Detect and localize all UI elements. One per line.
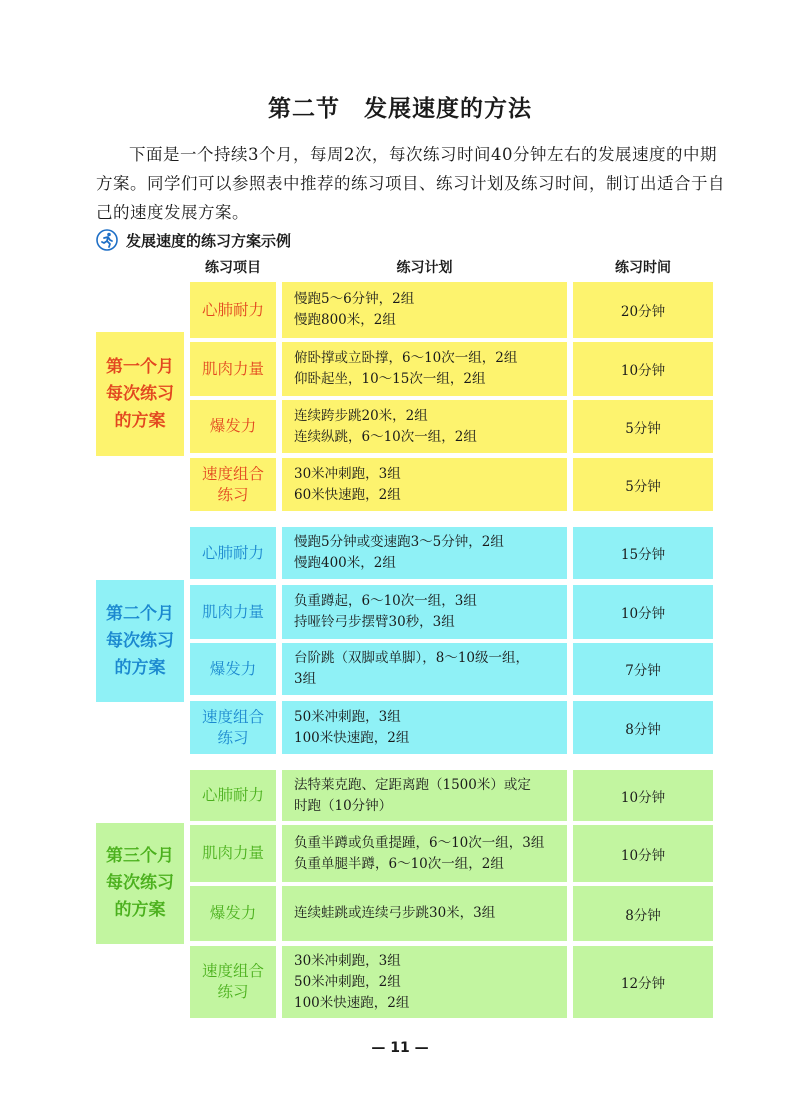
column-header-item: 练习项目 [205,260,261,276]
column-header-time: 练习时间 [615,260,671,276]
month-2-row-1-plan [282,527,567,579]
runner-icon [96,229,118,251]
month-2-row-3-plan [282,643,567,695]
item-text: 速度组合 练习 [201,464,264,504]
item-text: 速度组合 练习 [201,707,264,747]
plan-text: 连续蛙跳或连续弓步跳30米，3组 [294,905,496,921]
month-3-row-4-item [190,946,276,1018]
time-text: 5分钟 [625,420,661,437]
item-text: 爆发力 [209,904,257,922]
month-2-row-3-time [573,643,713,695]
month-3-row-1-time [573,770,713,821]
month-1-row-1-item [190,282,276,338]
month-label-text: 第三个月 每次练习 的方案 [106,846,174,920]
month-2-row-4-item [190,701,276,754]
month-1-row-3-time [573,400,713,453]
month-1-row-1-plan [282,282,567,338]
time-text: 15分钟 [620,547,666,563]
month-3-label [96,823,184,944]
month-1-label [96,332,184,456]
month-2-row-2-plan [282,585,567,639]
month-2-row-4-time [573,701,713,754]
time-text: 8分钟 [625,907,661,924]
month-2-row-4-plan [282,701,567,754]
plan-text: 连续跨步跳20米，2组 连续纵跳，6～10次一组，2组 [294,407,477,445]
plan-text: 俯卧撑或立卧撑，6～10次一组，2组 仰卧起坐，10～15次一组，2组 [294,350,518,387]
item-text: 心肺耐力 [201,543,264,562]
month-1-row-2-time [573,342,713,396]
plan-text: 30米冲刺跑，3组 60米快速跑，2组 [294,465,401,503]
month-2-label [96,580,184,702]
plan-text: 50米冲刺跑，3组 100米快速跑，2组 [294,708,410,746]
month-1-row-3-plan [282,400,567,453]
item-text: 肌肉力量 [201,844,264,862]
month-3-row-3-plan [282,886,567,941]
month-3-row-3-time [573,886,713,941]
month-1-row-1-time [573,282,713,338]
item-text: 心肺耐力 [201,300,264,319]
month-label-text: 第二个月 每次练习 的方案 [106,603,174,678]
time-text: 7分钟 [625,663,661,679]
month-2-row-1-time [573,527,713,579]
page-number: — 11 — [371,1040,429,1056]
month-1-row-3-item [190,400,276,453]
month-3-row-4-plan [282,946,567,1018]
month-3-row-1-plan [282,770,567,821]
plan-text: 30米冲刺跑，3组 50米冲刺跑，2组 100米快速跑，2组 [294,952,410,1011]
month-3-row-2-plan [282,825,567,882]
column-header-plan: 练习计划 [396,260,453,276]
item-text: 速度组合 练习 [201,962,264,1001]
plan-text: 慢跑5～6分钟，2组 慢跑800米，2组 [294,291,415,328]
time-text: 12分钟 [620,976,666,992]
time-text: 10分钟 [620,363,666,379]
month-3-row-3-item [190,886,276,941]
month-2-row-2-time [573,585,713,639]
item-text: 肌肉力量 [201,602,264,621]
item-text: 肌肉力量 [201,359,264,378]
month-1-row-4-time [573,458,713,511]
item-text: 心肺耐力 [201,786,264,804]
time-text: 10分钟 [620,789,666,806]
month-1-row-4-item [190,458,276,511]
month-3-row-4-time [573,946,713,1018]
month-1-row-2-plan [282,342,567,396]
time-text: 8分钟 [625,721,661,738]
month-2-row-3-item [190,643,276,695]
plan-text: 法特莱克跑、定距离跑（1500米）或定 时跑（10分钟） [294,776,531,814]
plan-text: 台阶跳（双脚或单脚），8～10级一组， 3组 [294,650,530,687]
time-text: 10分钟 [620,606,666,622]
month-2-row-1-item [190,527,276,579]
time-text: 20分钟 [620,304,666,320]
plan-text: 负重半蹲或负重提踵，6～10次一组，3组 负重单腿半蹲，6～10次一组，2组 [294,834,545,872]
table-caption [96,228,291,252]
month-1-row-2-item [190,342,276,396]
month-3-row-2-time [573,825,713,882]
month-1-row-4-plan [282,458,567,511]
table-caption-text: 发展速度的练习方案示例 [126,231,292,250]
section-title: 第二节 发展速度的方法 [268,95,532,122]
plan-text: 慢跑5分钟或变速跑3～5分钟，2组 慢跑400米，2组 [294,534,504,571]
time-text: 10分钟 [620,847,666,864]
plan-text: 负重蹲起，6～10次一组，3组 持哑铃弓步摆臂30秒，3组 [294,593,477,630]
month-3-row-2-item [190,825,276,882]
month-2-row-2-item [190,585,276,639]
item-text: 爆发力 [209,659,257,678]
intro-paragraph: 下面是一个持续3个月，每周2次，每次练习时间40分钟左右的发展速度的中期方案。同学们可以参照表中推荐的练习项目、练习计划及练习时间，制订出适合于自己的速度发展方案。 [96,145,725,222]
time-text: 5分钟 [625,478,661,495]
month-3-row-1-item [190,770,276,821]
item-text: 爆发力 [209,417,257,435]
month-label-text: 第一个月 每次练习 的方案 [106,356,174,431]
